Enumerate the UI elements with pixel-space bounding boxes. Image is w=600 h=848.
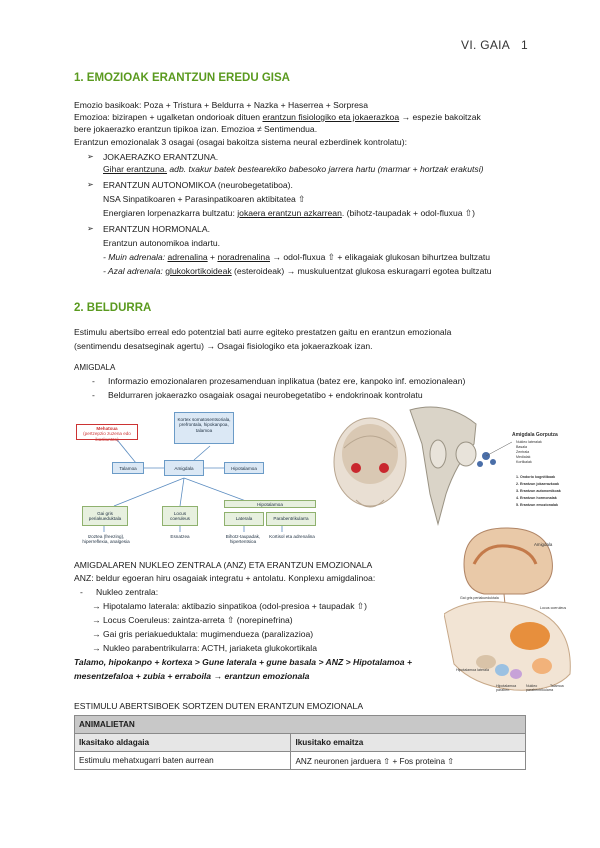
cut-label-3: Hipotalamoa laterala xyxy=(456,668,489,672)
b2-title: ERANTZUN AUTONOMIKOA (neurobegetatiboa). xyxy=(103,180,293,190)
b1-title: JOKAERAZKO ERANTZUNA. xyxy=(103,152,219,162)
s1-line-1: Emozio basikoak: Poza + Tristura + Beldurra + Nazka + Haserrea + Sorpresa xyxy=(74,100,368,110)
table-cell: ANZ neuronen jarduera ⇧ + Fos proteina ⇧ xyxy=(291,752,526,770)
pag-box: Gai gris periakueduktala xyxy=(82,506,128,526)
anz-italic-2: mesentzefaloa + zubia + erraboila → erantzun emozionala xyxy=(74,671,310,681)
table-col-result: Ikusitako emaitza xyxy=(291,734,526,752)
s1-line-4: Erantzun emozionalak 3 osagai (osagai bakoitza sistema neural ezberdinek kontrolatu): xyxy=(74,137,407,147)
threat-sub: (pertzepzio zuzena edo ikaskuntza) xyxy=(83,431,131,442)
cortex-box: Kortex somatosentsoriala, prefrontala, hipokanpoa, talamoa xyxy=(174,412,234,444)
b3-title: ERANTZUN HORMONALA. xyxy=(103,224,210,234)
legend-item: Nukleo lateralak xyxy=(516,440,542,444)
responses-table xyxy=(74,715,526,770)
lateral-box: Laterala xyxy=(224,512,264,526)
thalamus-box: Talamoa xyxy=(112,462,144,474)
s2-p2: (sentimendu desatseginak agertu) → Osagai fisiologiko eta jokaerazkoak izan. xyxy=(74,341,373,351)
legend-item: Basala xyxy=(516,445,527,449)
b3-c-i: - Azal adrenala: xyxy=(103,266,166,276)
dash: - xyxy=(92,376,95,386)
anz-arrow-3: → Gai gris periakueduktala: mugimendueza (paralizazioa) xyxy=(92,629,314,639)
anz-heading: AMIGDALAREN NUKLEO ZENTRALA (ANZ) ETA ERANTZUN EMOZIONALA xyxy=(74,560,373,570)
threat-label: Mehatxua xyxy=(96,426,118,431)
amig-point-2: Beldurraren jokaerazko osagaiak osagai neurobegetatibo + endokrinoak kontrolatu xyxy=(108,390,423,400)
b2-bu: jokaera erantzun azkarrean xyxy=(237,208,342,218)
anz-nucleus: Nukleo zentrala: xyxy=(96,587,159,597)
b3-c-e: (esteroideak) → muskuluentzat glukosa eskuragarri egotea bultzatu xyxy=(231,266,492,276)
outcome-1: Izoztea (freezing), hiperreflexia, analgesia xyxy=(82,534,130,545)
b3-b-u2: noradrenalina xyxy=(217,252,270,262)
legend2-item: 5. Erantzun emozionalak xyxy=(516,503,558,507)
b2-ba: Energiaren lorpenazkarra bultzatu: xyxy=(103,208,238,218)
s1-l2b: → espezie bakoitzak xyxy=(399,112,481,122)
outcome-2: Esnatzea xyxy=(170,534,190,539)
b3-a: Erantzun autonomikoa indartu. xyxy=(103,238,221,248)
b2-bb: . (bihotz-taupadak + odol-fluxua ⇧) xyxy=(341,208,475,218)
bullet-arrow-icon: ➢ xyxy=(87,152,94,161)
paraventricular-box: Parabentrikularra xyxy=(266,512,316,526)
section-amygdala-label: Amigdala xyxy=(534,542,553,547)
b3-b-e: → odol-fluxua ⇧ + elikagaiak glukosan bihurtzea bultzatu xyxy=(270,252,491,262)
legend2-item: 4. Erantzun hormonalak xyxy=(516,496,557,500)
page-number: 1 xyxy=(521,38,528,52)
flow-diagram xyxy=(74,408,320,548)
b3-b-m: + xyxy=(207,252,218,262)
b3-c-u: glukokortikoideak xyxy=(165,266,232,276)
bullet-arrow-icon: ➢ xyxy=(87,180,94,189)
dash: - xyxy=(92,390,95,400)
cut-label-2: Locus coeruleus xyxy=(540,606,567,610)
s1-line-3: bere jokaerazko erantzun tipikoa izan. Emozioa ≠ Sentimendua. xyxy=(74,124,318,134)
legend-item: Zentrala xyxy=(516,450,530,454)
s1-l2u: erantzun fisiologiko eta jokaerazkoa xyxy=(262,112,400,122)
legend-item: Medialak xyxy=(516,455,531,459)
amig-point-1: Informazio emozionalaren prozesamenduan inplikatua (batez ere, kanpoko inf. emozionalean) xyxy=(108,376,466,386)
b2-a: NSA Sinpatikoaren + Parasinpatikoaren aktibitatea ⇧ xyxy=(103,194,306,204)
cut-label-5: Nukleo parabentrikularra xyxy=(526,684,554,692)
legend2-item: 2. Erantzun jokaerazkoak xyxy=(516,482,559,486)
legend-item: Kortikalak xyxy=(516,460,532,464)
b3-b-i: - Muin adrenala: xyxy=(103,252,168,262)
b3-b xyxy=(103,252,490,263)
dash: - xyxy=(80,587,83,597)
cut-label-4: Hipotalamoa paraben. xyxy=(496,684,517,692)
b2-b xyxy=(103,208,475,219)
outcome-4: Kortisol eta adrenalina xyxy=(269,534,315,539)
anz-arrow-1: → Hipotalamo laterala: aktibazio sinpatikoa (odol-presioa + taupadak ⇧) xyxy=(92,601,367,611)
amygdala-box: Amigdala xyxy=(164,460,204,476)
b1-underline: Gihar erantzuna. xyxy=(103,164,168,174)
hypothalamus-box: Hipotalamoa xyxy=(224,462,264,474)
s1-line-2 xyxy=(74,112,481,123)
page-header xyxy=(461,38,528,52)
section-1-title: 1. EMOZIOAK ERANTZUN EREDU GISA xyxy=(74,72,290,84)
amigdala-heading: AMIGDALA xyxy=(74,363,116,372)
anz-arrow-4: → Nukleo parabentrikularra: ACTH, jariaketa glukokortikala xyxy=(92,643,317,653)
b3-c xyxy=(103,266,492,277)
table-cell: Estimulu mehatxugarri baten aurrean xyxy=(75,752,291,770)
s2-p1: Estimulu abertsibo erreal edo potentzial bati aurre egiteko prestatzen gaitu en erantzun emozionala xyxy=(74,327,452,337)
outcome-3: Bihotz-taupadak, hipertentsioa xyxy=(225,534,261,545)
threat-box xyxy=(76,424,138,440)
bullet-arrow-icon: ➢ xyxy=(87,224,94,233)
table-group-header: ANIMALIETAN xyxy=(75,716,526,734)
s1-l2a: Emozioa: bizirapen + ugalketan ondorioak dituen xyxy=(74,112,263,122)
legend2-item: 3. Erantzun autonomikoak xyxy=(516,489,561,493)
table-col-variable: Ikasitako aldagaia xyxy=(75,734,291,752)
table-title: ESTIMULU ABERTSIBOEK SORTZEN DUTEN ERANTZUN EMOZIONALA xyxy=(74,701,364,711)
hypothalamus2-box: Hipotalamoa xyxy=(224,500,316,508)
chapter-label: VI. GAIA xyxy=(461,38,511,52)
brain-legend xyxy=(516,440,576,465)
brain-legend-2 xyxy=(516,474,576,509)
cut-label-6: Talamoa xyxy=(550,684,564,688)
legend2-item: 1. Ondorio kognitiboak xyxy=(516,475,556,479)
section-2-title: 2. BELDURRA xyxy=(74,302,152,314)
anz-arrow-2: → Locus Coeruleus: zaintza-arreta ⇧ (norepinefrina) xyxy=(92,615,293,625)
b3-b-u1: adrenalina xyxy=(167,252,208,262)
b1-italic: adb. txakur batek bestearekiko babesoko jarrera hartu (marmar + hortzak erakutsi) xyxy=(167,164,484,174)
cut-label-1: Gai gris periakueduktala xyxy=(460,596,499,600)
brain-title: Amigdala Gorputza xyxy=(512,432,558,438)
b1-detail xyxy=(103,164,483,175)
anz-italic-1: Talamo, hipokanpo + kortexa > Gune laterala + gune basala > ANZ > Hipotalamoa + xyxy=(74,657,412,667)
locus-box: Locus coeruleus xyxy=(162,506,198,526)
anz-line-1: ANZ: beldur egoeran hiru osagaiak integratu + antolatu. Konplexu amigdalinoa: xyxy=(74,573,376,583)
